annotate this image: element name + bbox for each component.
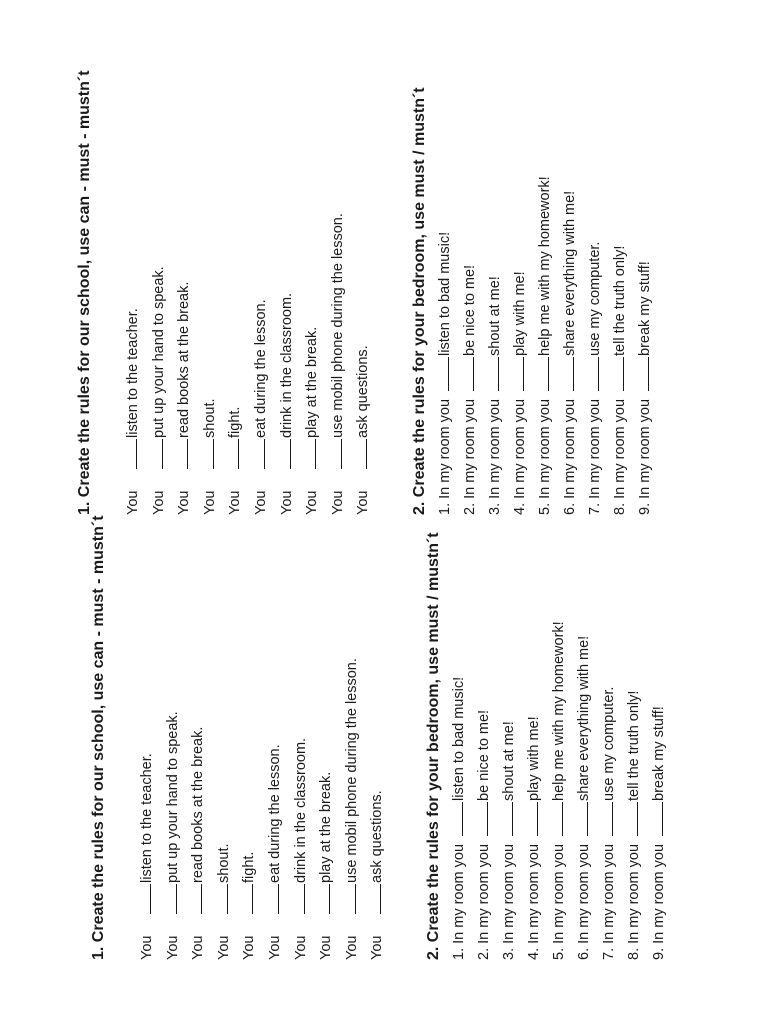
bedroom-rule-line [534,176,554,515]
bedroom-rule-line [473,710,493,960]
sentence-ending: break my stuff! [637,261,653,356]
school-rule-line [148,266,168,515]
school-rule-line [213,844,233,961]
answer-blank[interactable] [548,802,563,836]
bedroom-rule-line [598,687,618,960]
bedroom-rules-heading: 2. Create the rules for your bedroom, use must / mustn´t [425,532,442,960]
school-rule-line [136,753,156,960]
bedroom-rule-line [484,276,504,515]
answer-blank[interactable] [148,439,163,469]
sentence-lead: You [176,490,193,515]
sentence-ending: eat during the lesson. [267,744,283,883]
answer-blank[interactable] [173,439,188,469]
school-rule-line [250,299,270,515]
answer-blank[interactable] [584,357,599,391]
school-rule-line [327,213,347,515]
answer-blank[interactable] [199,439,214,469]
bedroom-rule-line [523,716,543,960]
sentence-lead: You [190,935,207,960]
answer-blank[interactable] [648,802,663,836]
sentence-lead: 5. In my room you [551,843,567,960]
answer-blank[interactable] [498,802,513,836]
bedroom-rule-line [634,261,654,515]
answer-blank[interactable] [523,802,538,836]
bedroom-rule-line [448,677,468,960]
sentence-lead: 7. In my room you [601,843,617,960]
school-rule-line [238,852,258,960]
bedroom-rule-line [548,621,568,960]
sentence-lead: You [253,490,269,515]
bedroom-rule-line [573,636,593,960]
sentence-lead: You [278,490,295,515]
school-rule-line [352,345,372,515]
answer-blank[interactable] [213,884,228,914]
sentence-ending: play at the break. [318,771,335,883]
answer-blank[interactable] [598,802,613,836]
sentence-ending: help me with my homework! [537,176,553,356]
answer-blank[interactable] [484,357,499,391]
answer-blank[interactable] [559,357,574,391]
answer-blank[interactable] [276,439,291,469]
answer-blank[interactable] [509,357,524,391]
school-rule-line [122,308,142,515]
answer-blank[interactable] [327,439,342,469]
bedroom-rule-line [648,706,668,960]
sentence-ending: shout at me! [487,276,503,356]
sentence-lead: You [150,490,167,515]
sentence-lead: You [318,935,335,960]
school-rule-line [173,282,193,515]
school-rules-heading: 1. Create the rules for our school, use can - must - mustn´t [90,515,107,960]
answer-blank[interactable] [352,439,367,469]
sentence-ending: listen to bad music! [437,231,453,356]
sentence-ending: put up your hand to speak. [150,266,167,438]
sentence-lead: 4. In my room you [526,843,542,960]
sentence-lead: You [355,490,372,515]
sentence-ending: put up your hand to speak. [164,711,181,883]
answer-blank[interactable] [448,802,463,836]
sentence-lead: 7. In my room you [587,398,603,515]
school-rule-line [315,772,335,960]
sentence-lead: 3. In my room you [501,843,517,960]
sentence-ending: break my stuff! [651,706,667,801]
sentence-lead: 9. In my room you [651,843,667,960]
sentence-ending: read books at the break. [176,281,193,438]
sentence-ending: eat during the lesson. [253,299,269,438]
sentence-lead: You [329,490,346,515]
school-rule-line [224,407,244,515]
answer-blank[interactable] [162,884,177,914]
sentence-lead: 1. In my room you [437,398,453,515]
sentence-lead: 2. In my room you [476,843,492,960]
answer-blank[interactable] [301,439,316,469]
school-rule-line [341,658,361,960]
answer-blank[interactable] [238,884,253,914]
sentence-lead: You [215,935,232,960]
answer-blank[interactable] [366,884,381,914]
sentence-lead: You [267,935,283,960]
sentence-lead: 9. In my room you [637,398,653,515]
sentence-lead: You [227,490,244,515]
answer-blank[interactable] [224,439,239,469]
sentence-ending: ask questions. [369,790,386,883]
sentence-lead: You [125,490,141,515]
sentence-ending: shout. [201,398,218,438]
bedroom-rule-line [623,691,643,960]
sentence-ending: help me with my homework! [551,621,567,801]
bedroom-rule-line [609,246,629,515]
sentence-ending: play with me! [512,271,528,356]
school-rule-line [301,327,321,515]
sentence-ending: fight. [227,406,244,438]
sentence-lead: You [139,935,155,960]
sentence-lead: You [241,935,258,960]
sentence-lead: You [304,490,321,515]
answer-blank[interactable] [187,884,202,914]
sentence-lead: 3. In my room you [487,398,503,515]
sentence-lead: 8. In my room you [612,398,628,515]
sentence-ending: listen to bad music! [451,676,467,801]
sentence-lead: 4. In my room you [512,398,528,515]
bedroom-rule-line [584,242,604,515]
bedroom-rule-line [509,271,529,515]
bedroom-rules-heading: 2. Create the rules for your bedroom, use must / mustn´t [411,87,428,515]
answer-blank[interactable] [634,357,649,391]
answer-blank[interactable] [609,357,624,391]
school-rule-line [264,744,284,960]
sentence-ending: drink in the classroom. [278,292,295,438]
sentence-ending: use my computer. [601,686,617,801]
sentence-lead: You [201,490,218,515]
school-rule-line [162,711,182,960]
worksheet-copy-right [76,0,653,515]
bedroom-rule-line [559,191,579,515]
answer-blank[interactable] [573,802,588,836]
answer-blank[interactable] [264,884,279,914]
sentence-ending: listen to the teacher. [125,308,141,438]
sentence-ending: ask questions. [355,345,372,438]
bedroom-rule-line [434,232,454,515]
sentence-ending: share everything with me! [562,190,578,356]
bedroom-rule-line [459,265,479,515]
sentence-lead: You [369,935,386,960]
answer-blank[interactable] [315,884,330,914]
answer-blank[interactable] [534,357,549,391]
sentence-ending: fight. [241,851,258,883]
sentence-lead: You [343,935,360,960]
school-rules-heading: 1. Create the rules for our school, use can - must - mustn´t [76,70,93,515]
sentence-lead: 8. In my room you [626,843,642,960]
sentence-lead: 6. In my room you [562,398,578,515]
answer-blank[interactable] [341,884,356,914]
sentence-ending: be nice to me! [476,709,492,801]
sentence-ending: use mobil phone during the lesson. [329,213,346,438]
sentence-ending: use mobil phone during the lesson. [343,658,360,883]
sentence-lead: 5. In my room you [537,398,553,515]
sentence-ending: drink in the classroom. [292,737,309,883]
sentence-lead: 1. In my room you [451,843,467,960]
school-rule-line [290,738,310,960]
school-rule-line [366,790,386,960]
answer-blank[interactable] [290,884,305,914]
sentence-ending: read books at the break. [190,726,207,883]
school-rule-line [187,727,207,960]
sentence-lead: 2. In my room you [462,398,478,515]
sentence-ending: play at the break. [304,326,321,438]
sentence-lead: 6. In my room you [576,843,592,960]
sentence-ending: shout at me! [501,721,517,801]
sentence-ending: be nice to me! [462,264,478,356]
answer-blank[interactable] [434,357,449,391]
answer-blank[interactable] [473,802,488,836]
answer-blank[interactable] [136,884,151,914]
answer-blank[interactable] [122,439,137,469]
sentence-lead: You [292,935,309,960]
answer-blank[interactable] [250,439,265,469]
school-rule-line [276,293,296,515]
sentence-ending: tell the truth only! [612,245,628,356]
answer-blank[interactable] [459,357,474,391]
answer-blank[interactable] [623,802,638,836]
sentence-ending: play with me! [526,716,542,801]
sentence-ending: share everything with me! [576,635,592,801]
sentence-ending: tell the truth only! [626,690,642,801]
sentence-ending: shout. [215,843,232,883]
sentence-lead: You [164,935,181,960]
school-rule-line [199,399,219,516]
sentence-ending: use my computer. [587,241,603,356]
sentence-ending: listen to the teacher. [139,753,155,883]
bedroom-rule-line [498,721,518,960]
